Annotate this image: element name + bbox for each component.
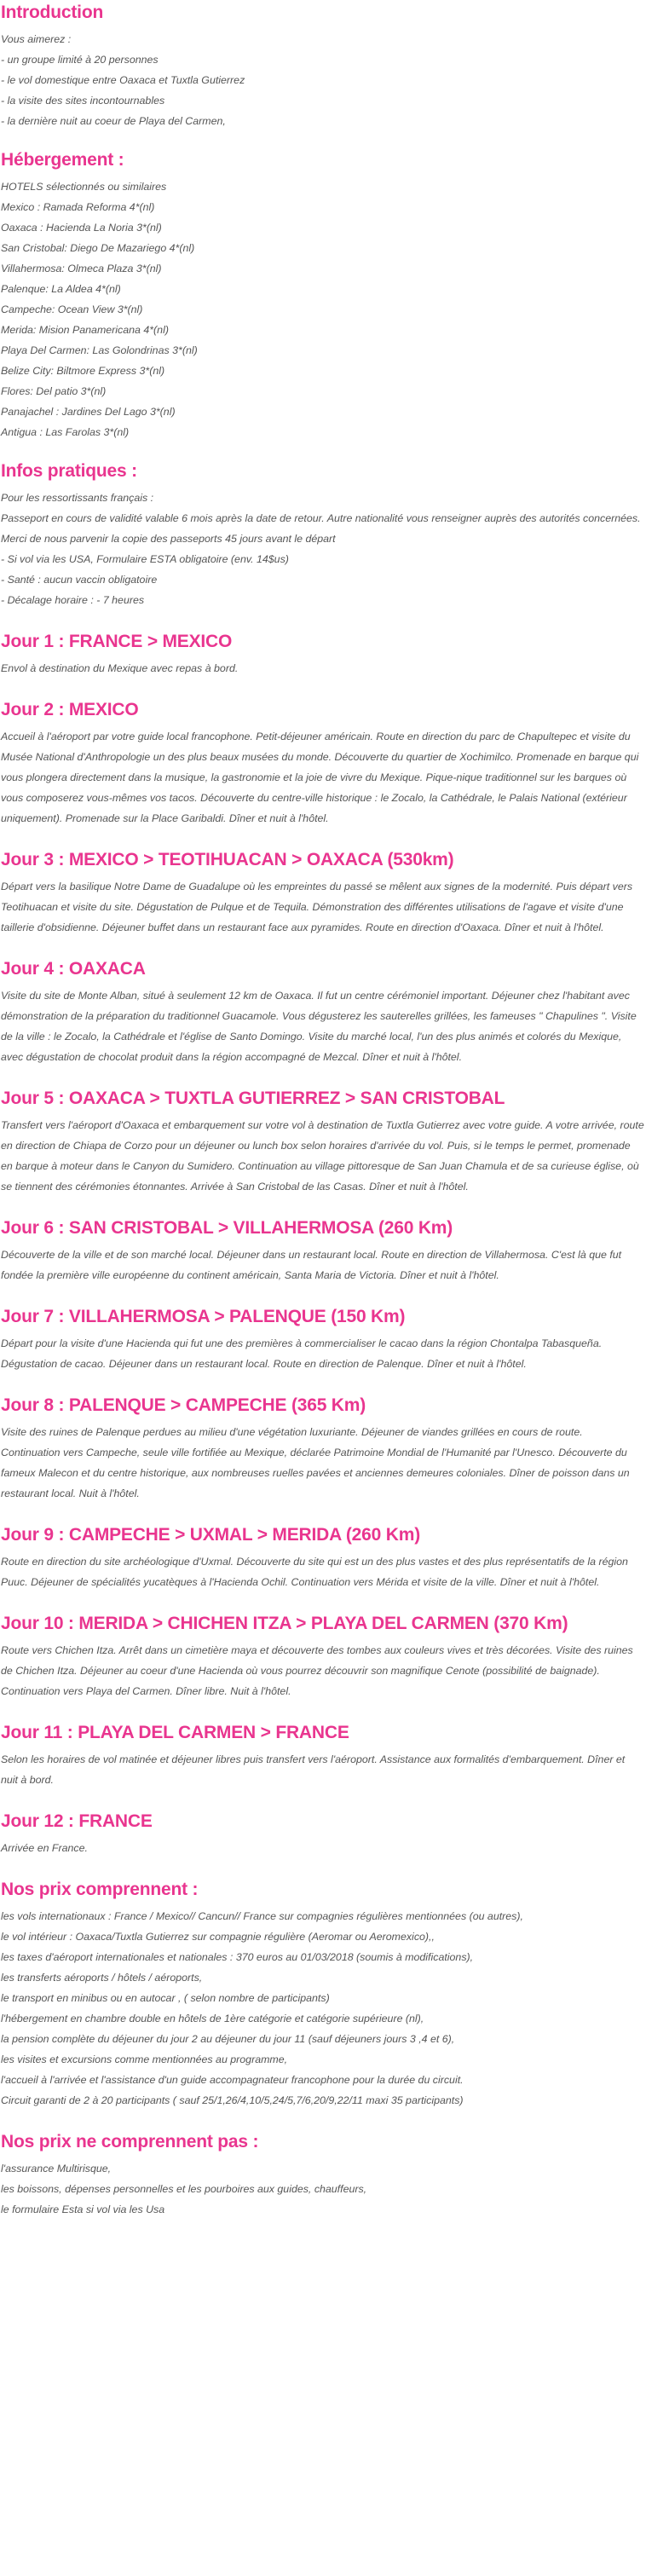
intro-title: Introduction [1, 3, 104, 22]
prices-include-line: les transferts aéroports / hôtels / aéroports, [1, 1972, 203, 1984]
hotel-line: Panajachel : Jardines Del Lago 3*(nl) [1, 406, 176, 418]
day-description: Envol à destination du Mexique avec repas à bord. [1, 662, 239, 674]
day-5-section [1, 1086, 644, 1197]
day-description: Départ vers la basilique Notre Dame de Guadalupe où les empreintes du passé se mêlent aux signes de la modernité. Puis départ vers Teotihuacan et visite du site. Dégustation de Pulque et de Tequila. Démonstration des différentes utilisations de l'agave et visite d'une taillerie d'obsidienne. Déjeuner buffet dans un restaurant face aux pyramides. Route en direction d'Oaxaca. Dîner et nuit à l'hôtel. [1, 881, 633, 933]
infos-title: Infos pratiques : [1, 461, 137, 481]
day-1-section [1, 629, 644, 679]
day-8-section [1, 1393, 644, 1504]
hotel-line: Antigua : Las Farolas 3*(nl) [1, 426, 130, 438]
intro-line: - la dernière nuit au coeur de Playa del Carmen, [1, 115, 226, 127]
day-description: Visite des ruines de Palenque perdues au milieu d'une végétation luxuriante. Déjeuner de viandes grillées en cours de route. Continuation vers Campeche, seule ville fortifiée au Mexique, déclarée Patrimoine Mondial de l'Humanité par l'Unesco. Découverte du fameux Malecon et du centre historique, aux nombreuses ruelles pavées et anciennes demeures coloniales. Dîner de poisson dans un restaurant local. Nuit à l'hôtel. [1, 1426, 630, 1499]
hotel-line: Playa Del Carmen: Las Golondrinas 3*(nl) [1, 344, 198, 356]
day-description: Selon les horaires de vol matinée et déjeuner libres puis transfert vers l'aéroport. Assistance aux formalités d'embarquement. Dîner et nuit à bord. [1, 1753, 626, 1786]
prices-include-line: les visites et excursions comme mentionnées au programme, [1, 2053, 288, 2065]
day-title: Jour 10 : MERIDA > CHICHEN ITZA > PLAYA DEL CARMEN (370 Km) [1, 1614, 568, 1633]
day-10-section [1, 1611, 644, 1701]
day-2-section [1, 697, 644, 829]
day-title: Jour 8 : PALENQUE > CAMPECHE (365 Km) [1, 1395, 366, 1415]
day-12-section [1, 1809, 644, 1858]
day-title: Jour 11 : PLAYA DEL CARMEN > FRANCE [1, 1723, 349, 1742]
day-4-section [1, 956, 644, 1067]
prices-include-section [1, 1877, 644, 2111]
intro-line: - le vol domestique entre Oaxaca et Tuxtla Gutierrez [1, 74, 245, 86]
day-6-section [1, 1216, 644, 1285]
prices-include-list [1, 1906, 644, 2111]
prices-include-line: le transport en minibus ou en autocar , ( selon nombre de participants) [1, 1992, 330, 2004]
intro-line: Vous aimerez : [1, 33, 72, 45]
prices-include-line: l'hébergement en chambre double en hôtels de 1ère catégorie et catégorie supérieure (nl), [1, 2013, 424, 2024]
hotel-line: Flores: Del patio 3*(nl) [1, 385, 107, 397]
infos-line: Passeport en cours de validité valable 6 mois après la date de retour. Autre nationalité vous renseigner auprès des autorités concernées. Merci de nous parvenir la copie des passeports 45 jours avant le départ [1, 512, 641, 545]
hotel-line: Palenque: La Aldea 4*(nl) [1, 283, 121, 295]
prices-exclude-line: l'assurance Multirisque, [1, 2163, 112, 2175]
hotel-line: San Cristobal: Diego De Mazariego 4*(nl) [1, 242, 195, 254]
day-title: Jour 5 : OAXACA > TUXTLA GUTIERREZ > SAN CRISTOBAL [1, 1089, 505, 1108]
prices-include-line: les taxes d'aéroport internationales et nationales : 370 euros au 01/03/2018 (soumis à modifications), [1, 1951, 474, 1963]
day-title: Jour 2 : MEXICO [1, 700, 139, 719]
prices-exclude-line: les boissons, dépenses personnelles et les pourboires aux guides, chauffeurs, [1, 2183, 367, 2195]
day-description: Départ pour la visite d'une Hacienda qui fut une des premières à commercialiser le cacao dans la région Chontalpa Tabasqueña. Dégustation de cacao. Déjeuner dans un restaurant local. Route en direction de Palenque. Dîner et nuit à l'hôtel. [1, 1337, 603, 1370]
prices-exclude-title: Nos prix ne comprennent pas : [1, 2132, 259, 2151]
hotel-line: HOTELS sélectionnés ou similaires [1, 181, 167, 193]
infos-list [1, 488, 644, 610]
hotel-line: Oaxaca : Hacienda La Noria 3*(nl) [1, 222, 162, 234]
day-description: Route vers Chichen Itza. Arrêt dans un cimetière maya et découverte des tombes aux couleurs vives et très décorées. Visite des ruines de Chichen Itza. Déjeuner au coeur d'une Hacienda où vous pourrez découvrir son magnifique Cenote (possibilité de baignade). Continuation vers Playa del Carmen. Dîner libre. Nuit à l'hôtel. [1, 1644, 633, 1697]
day-3-section [1, 847, 644, 938]
hotel-line: Campeche: Ocean View 3*(nl) [1, 303, 143, 315]
prices-exclude-section [1, 2129, 644, 2220]
day-description: Accueil à l'aéroport par votre guide local francophone. Petit-déjeuner américain. Route en direction du parc de Chapultepec et visite du Musée National d'Anthropologie un des plus beaux musées du monde. Découverte du quartier de Xochimilco. Promenade en barque qui vous plongera directement dans la musique, la gastronomie et la joie de vivre du Mexique. Pique-nique traditionnel sur les barques où vous composerez vous-mêmes vos tacos. Découverte du centre-ville historique : le Zocalo, la Cathédrale, le Palais National (extérieur uniquement). Promenade sur la Place Garibaldi. Dîner et nuit à l'hôtel. [1, 731, 639, 824]
day-title: Jour 4 : OAXACA [1, 959, 146, 979]
day-description: Route en direction du site archéologique d'Uxmal. Découverte du site qui est un des plus vastes et des plus représentatifs de la région Puuc. Déjeuner de spécialités yucatèques à l'Hacienda Ochil. Continuation vers Mérida et visite de la ville. Dîner et nuit à l'hôtel. [1, 1556, 628, 1588]
day-title: Jour 12 : FRANCE [1, 1811, 153, 1831]
hotel-line: Belize City: Biltmore Express 3*(nl) [1, 365, 165, 377]
day-description: Transfert vers l'aéroport d'Oaxaca et embarquement sur votre vol à destination de Tuxtla Gutierrez avec votre guide. A votre arrivée, route en direction de Chiapa de Corzo pour un déjeuner ou lunch box selon horaires d'arrivée du vol. Puis, si le temps le permet, promenade en barque à moteur dans le Canyon du Sumidero. Continuation au village pittoresque de San Juan Chamula et de sa curieuse église, où se tiennent des cérémonies étonnantes. Arrivée à San Cristobal de las Casas. Dîner et nuit à l'hôtel. [1, 1119, 644, 1193]
day-description: Découverte de la ville et de son marché local. Déjeuner dans un restaurant local. Route en direction de Villahermosa. C'est là que fut fondée la première ville européenne du continent américain, Santa Maria de Victoria. Dîner et nuit à l'hôtel. [1, 1249, 622, 1281]
day-title: Jour 3 : MEXICO > TEOTIHUACAN > OAXACA (530km) [1, 850, 454, 869]
infos-line: - Décalage horaire : - 7 heures [1, 594, 145, 606]
hotel-line: Merida: Mision Panamericana 4*(nl) [1, 324, 169, 336]
intro-line: - un groupe limité à 20 personnes [1, 54, 159, 66]
prices-include-line: Circuit garanti de 2 à 20 participants ( sauf 25/1,26/4,10/5,24/5,7/6,20/9,22/11 maxi 35 participants) [1, 2094, 464, 2106]
day-9-section [1, 1522, 644, 1592]
intro-line: - la visite des sites incontournables [1, 95, 165, 107]
infos-section [1, 459, 644, 610]
day-title: Jour 7 : VILLAHERMOSA > PALENQUE (150 Km) [1, 1307, 406, 1326]
infos-line: - Santé : aucun vaccin obligatoire [1, 574, 158, 586]
intro-section [1, 0, 644, 131]
hotel-line: Mexico : Ramada Reforma 4*(nl) [1, 201, 155, 213]
hotel-list [1, 176, 644, 442]
intro-list [1, 29, 644, 131]
prices-include-line: l'accueil à l'arrivée et l'assistance d'un guide accompagnateur francophone pour la durée du circuit. [1, 2074, 464, 2086]
prices-exclude-list [1, 2158, 644, 2220]
day-11-section [1, 1720, 644, 1790]
day-description: Visite du site de Monte Alban, situé à seulement 12 km de Oaxaca. Il fut un centre cérémoniel important. Déjeuner chez l'habitant avec démonstration de la préparation du traditionnel Guacamole. Vous dégusterez les sauterelles grillées, les fameuses " Chapulines ". Visite de la ville : le Zocalo, la Cathédrale et l'église de Santo Domingo. Visite du marché local, l'un des plus animés et colorés du Mexique, avec dégustation de chocolat produit dans la région accompagné de Mezcal. Dîner et nuit à l'hôtel. [1, 990, 637, 1063]
prices-include-line: les vols internationaux : France / Mexico// Cancun// France sur compagnies régulières mentionnées (ou autres), [1, 1910, 523, 1922]
day-description: Arrivée en France. [1, 1842, 88, 1854]
day-7-section [1, 1304, 644, 1374]
day-title: Jour 6 : SAN CRISTOBAL > VILLAHERMOSA (260 Km) [1, 1218, 453, 1238]
infos-line: Pour les ressortissants français : [1, 492, 154, 504]
day-title: Jour 1 : FRANCE > MEXICO [1, 632, 233, 651]
hebergement-title: Hébergement : [1, 150, 124, 170]
prices-include-title: Nos prix comprennent : [1, 1880, 199, 1899]
hotel-line: Villahermosa: Olmeca Plaza 3*(nl) [1, 263, 162, 274]
prices-include-line: la pension complète du déjeuner du jour 2 au déjeuner du jour 11 (sauf déjeuners jours 3 ,4 et 6), [1, 2033, 455, 2045]
infos-line: - Si vol via les USA, Formulaire ESTA obligatoire (env. 14$us) [1, 553, 289, 565]
hebergement-section [1, 147, 644, 442]
prices-exclude-line: le formulaire Esta si vol via les Usa [1, 2203, 165, 2215]
prices-include-line: le vol intérieur : Oaxaca/Tuxtla Gutierrez sur compagnie régulière (Aeromar ou Aeromexico),, [1, 1931, 435, 1943]
day-title: Jour 9 : CAMPECHE > UXMAL > MERIDA (260 Km) [1, 1525, 420, 1545]
